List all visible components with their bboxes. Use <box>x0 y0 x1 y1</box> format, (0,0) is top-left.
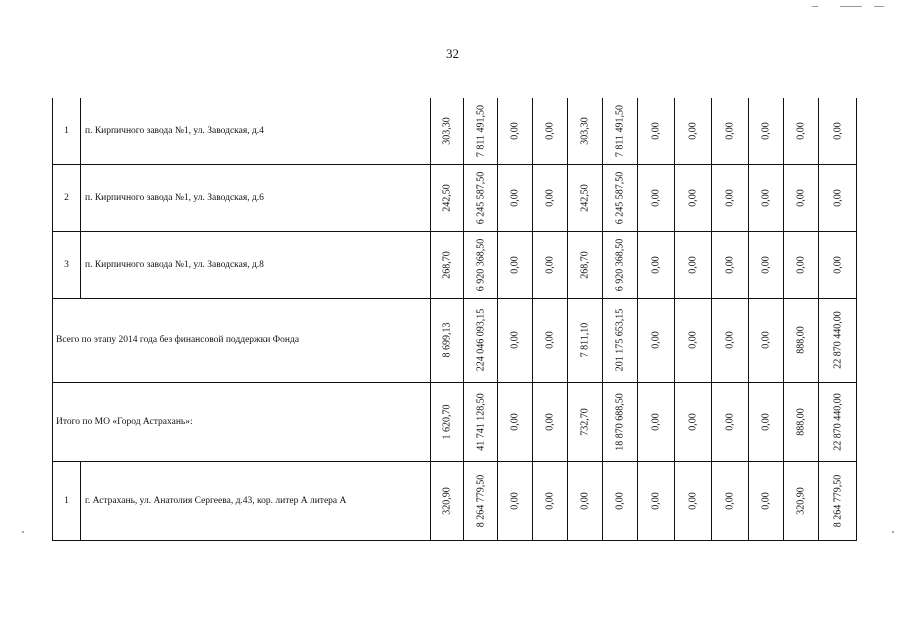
value-cell: 0,00 <box>533 98 568 164</box>
value-cell: 0,00 <box>784 98 819 164</box>
value-cell: 0,00 <box>638 461 675 540</box>
value-cell: 0,00 <box>819 231 857 298</box>
value-cell: 268,70 <box>568 231 603 298</box>
address-cell: п. Кирпичного завода №1, ул. Заводская, д.8 <box>81 231 431 298</box>
value-cell: 732,70 <box>568 382 603 461</box>
cost-total: 6 245 587,50 <box>464 164 498 231</box>
summary-row <box>53 382 857 461</box>
area-total: 268,70 <box>431 231 464 298</box>
value-cell: 0,00 <box>819 98 857 164</box>
value-cell: 0,00 <box>498 461 533 540</box>
area-total: 242,50 <box>431 164 464 231</box>
cost-total: 8 264 779,50 <box>464 461 498 540</box>
table-row <box>53 98 857 164</box>
area-total: 8 699,13 <box>431 298 464 382</box>
value-cell: 6 245 587,50 <box>603 164 638 231</box>
value-cell: 0,00 <box>784 164 819 231</box>
area-total: 303,30 <box>431 98 464 164</box>
value-cell: 0,00 <box>712 382 749 461</box>
value-cell: 0,00 <box>533 231 568 298</box>
value-cell: 0,00 <box>533 382 568 461</box>
value-cell: 0,00 <box>498 382 533 461</box>
value-cell: 0,00 <box>749 461 784 540</box>
area-total: 1 620,70 <box>431 382 464 461</box>
value-cell: 0,00 <box>784 231 819 298</box>
value-cell: 7 811,10 <box>568 298 603 382</box>
stage-total-label: Всего по этапу 2014 года без финансовой поддержки Фонда <box>53 298 431 382</box>
value-cell: 0,00 <box>638 298 675 382</box>
cost-total: 224 046 093,15 <box>464 298 498 382</box>
value-cell: 7 811 491,50 <box>603 98 638 164</box>
value-cell: 0,00 <box>749 164 784 231</box>
value-cell: 242,50 <box>568 164 603 231</box>
value-cell: 22 870 440,00 <box>819 298 857 382</box>
value-cell: 320,90 <box>784 461 819 540</box>
value-cell: 0,00 <box>603 461 638 540</box>
table-row <box>53 461 857 540</box>
row-number: 1 <box>53 461 81 540</box>
value-cell: 0,00 <box>498 231 533 298</box>
value-cell: 0,00 <box>533 298 568 382</box>
value-cell: 0,00 <box>498 164 533 231</box>
scan-speck <box>22 531 24 533</box>
value-cell: 0,00 <box>533 164 568 231</box>
scan-speck <box>892 531 894 533</box>
value-cell: 0,00 <box>638 231 675 298</box>
value-cell: 0,00 <box>675 231 712 298</box>
value-cell: 0,00 <box>675 164 712 231</box>
value-cell: 0,00 <box>712 298 749 382</box>
value-cell: 0,00 <box>712 98 749 164</box>
value-cell: 0,00 <box>568 461 603 540</box>
value-cell: 0,00 <box>819 164 857 231</box>
table-row <box>53 164 857 231</box>
value-cell: 303,30 <box>568 98 603 164</box>
row-number: 2 <box>53 164 81 231</box>
cost-total: 7 811 491,50 <box>464 98 498 164</box>
summary-row <box>53 298 857 382</box>
value-cell: 0,00 <box>498 298 533 382</box>
value-cell: 22 870 440,00 <box>819 382 857 461</box>
row-number: 1 <box>53 98 81 164</box>
cost-total: 41 741 128,50 <box>464 382 498 461</box>
value-cell: 0,00 <box>749 231 784 298</box>
value-cell: 201 175 653,15 <box>603 298 638 382</box>
value-cell: 0,00 <box>712 231 749 298</box>
address-cell: п. Кирпичного завода №1, ул. Заводская, д.6 <box>81 164 431 231</box>
value-cell: 18 870 688,50 <box>603 382 638 461</box>
value-cell: 0,00 <box>638 98 675 164</box>
value-cell: 8 264 779,50 <box>819 461 857 540</box>
value-cell: 0,00 <box>712 164 749 231</box>
municipality-total-label: Итого по МО «Город Астрахань»: <box>53 382 431 461</box>
value-cell: 0,00 <box>749 98 784 164</box>
value-cell: 0,00 <box>675 98 712 164</box>
value-cell: 0,00 <box>533 461 568 540</box>
row-number: 3 <box>53 231 81 298</box>
scan-marks <box>812 6 902 10</box>
value-cell: 888,00 <box>784 382 819 461</box>
value-cell: 0,00 <box>749 298 784 382</box>
value-cell: 6 920 368,50 <box>603 231 638 298</box>
value-cell: 0,00 <box>498 98 533 164</box>
value-cell: 0,00 <box>675 382 712 461</box>
value-cell: 0,00 <box>675 298 712 382</box>
housing-register-table <box>52 98 857 541</box>
value-cell: 0,00 <box>712 461 749 540</box>
address-cell: г. Астрахань, ул. Анатолия Сергеева, д.43, кор. литер А литера А <box>81 461 431 540</box>
table-row <box>53 231 857 298</box>
page-number: 32 <box>446 46 459 61</box>
value-cell: 0,00 <box>749 382 784 461</box>
value-cell: 888,00 <box>784 298 819 382</box>
value-cell: 0,00 <box>638 164 675 231</box>
address-cell: п. Кирпичного завода №1, ул. Заводская, д.4 <box>81 98 431 164</box>
cost-total: 6 920 368,50 <box>464 231 498 298</box>
area-total: 320,90 <box>431 461 464 540</box>
value-cell: 0,00 <box>638 382 675 461</box>
value-cell: 0,00 <box>675 461 712 540</box>
